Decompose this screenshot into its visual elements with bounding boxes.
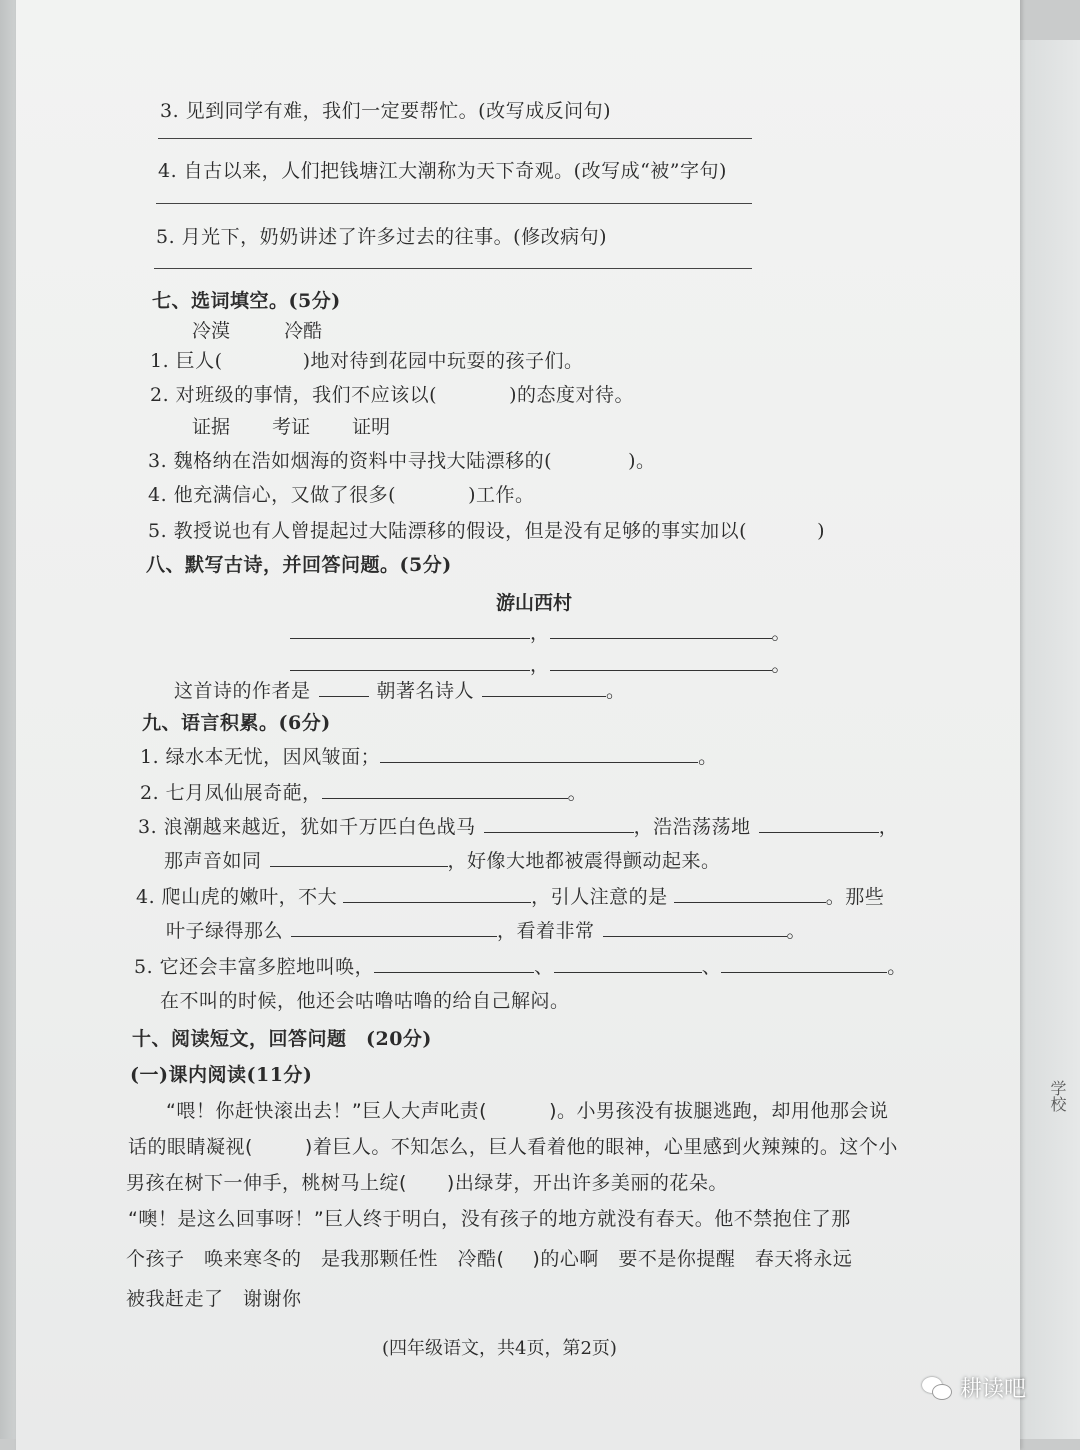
exam-page xyxy=(16,0,1020,1450)
word-choice: 冷酷 xyxy=(284,320,323,342)
fill-question-7-3: 3. 魏格纳在浩如烟海的资料中寻找大陆漂移的( )。 xyxy=(148,450,656,472)
poem-line-2: ， 。 xyxy=(290,650,791,677)
section-10-heading: 十、阅读短文，回答问题 (20分) xyxy=(132,1028,432,1050)
fill-question-7-4: 4. 他充满信心，又做了很多( )工作。 xyxy=(148,484,535,506)
side-label-school: 学校 xyxy=(1048,1080,1067,1112)
accumulate-question-4: 4. 爬山虎的嫩叶，不大 ，引人注意的是 。那些 xyxy=(136,886,885,908)
fill-blank[interactable] xyxy=(380,744,698,763)
section-7-heading: 七、选词填空。(5分) xyxy=(152,290,341,312)
fill-blank[interactable] xyxy=(603,918,787,937)
fill-blank[interactable] xyxy=(554,954,702,973)
wechat-icon xyxy=(922,1375,952,1401)
word-choice: 考证 xyxy=(272,416,311,438)
poet-blank[interactable] xyxy=(482,678,606,697)
page-footer: (四年级语文，共4页，第2页) xyxy=(382,1338,617,1359)
accumulate-question-2: 2. 七月凤仙展奇葩， 。 xyxy=(140,782,588,804)
poem-title: 游山西村 xyxy=(496,592,573,614)
rewrite-question-4: 4. 自古以来，人们把钱塘江大潮称为天下奇观。(改写成“被”字句) xyxy=(158,160,727,182)
wechat-watermark xyxy=(922,1372,1026,1403)
background-sheet-right xyxy=(1018,40,1080,1439)
fill-blank[interactable] xyxy=(322,780,568,799)
word-choice: 证明 xyxy=(352,416,391,438)
poem-blank[interactable] xyxy=(550,620,772,639)
fill-blank[interactable] xyxy=(343,884,531,903)
reading-paragraph-line-2: 话的眼睛凝视( )着巨人。不知怎么，巨人看着他的眼神，心里感到火辣辣的。这个小 xyxy=(128,1136,898,1158)
accumulate-question-5-cont: 在不叫的时候，他还会咕噜咕噜的给自己解闷。 xyxy=(160,990,570,1012)
poem-blank[interactable] xyxy=(290,652,530,671)
rewrite-question-5: 5. 月光下，奶奶讲述了许多过去的往事。(修改病句) xyxy=(156,226,607,248)
poem-blank[interactable] xyxy=(290,620,530,639)
poem-blank[interactable] xyxy=(550,652,772,671)
accumulate-question-5: 5. 它还会丰富多腔地叫唤， 、 、 。 xyxy=(134,956,907,978)
rewrite-question-3: 3. 见到同学有难，我们一定要帮忙。(改写成反问句) xyxy=(160,100,611,122)
poem-author-question: 这首诗的作者是 朝著名诗人 。 xyxy=(174,680,626,702)
poem-line-1: ， 。 xyxy=(290,618,791,645)
section-9-heading: 九、语言积累。(6分) xyxy=(142,712,331,734)
fill-blank[interactable] xyxy=(674,884,826,903)
dynasty-blank[interactable] xyxy=(319,678,369,697)
fill-blank[interactable] xyxy=(270,848,448,867)
fill-blank[interactable] xyxy=(374,954,534,973)
accumulate-question-4-cont: 叶子绿得那么 ，看着非常 。 xyxy=(166,920,807,942)
answer-line-5[interactable] xyxy=(154,268,752,269)
answer-line-3[interactable] xyxy=(158,138,752,139)
fill-blank[interactable] xyxy=(721,954,887,973)
fill-question-7-5: 5. 教授说也有人曾提起过大陆漂移的假设，但是没有足够的事实加以( ) xyxy=(148,520,826,542)
reading-paragraph-line-6: 被我赶走了 谢谢你 xyxy=(126,1288,302,1310)
watermark-label: 耕读吧 xyxy=(960,1377,1027,1402)
fill-blank[interactable] xyxy=(291,918,497,937)
word-choices-1 xyxy=(192,316,370,343)
section-10-subheading: (一)课内阅读(11分) xyxy=(130,1064,313,1086)
fill-blank[interactable] xyxy=(484,814,634,833)
reading-paragraph-line-1: “喂！你赶快滚出去！”巨人大声叱责( )。小男孩没有拔腿逃跑，却用他那会说 xyxy=(166,1100,889,1122)
answer-line-4[interactable] xyxy=(156,203,752,204)
reading-paragraph-line-5: 个孩子 唤来寒冬的 是我那颗任性 冷酷( )的心啊 要不是你提醒 春天将永远 xyxy=(126,1248,853,1270)
accumulate-question-1: 1. 绿水本无忧，因风皱面； 。 xyxy=(140,746,718,768)
reading-paragraph-line-4: “噢！是这么回事呀！”巨人终于明白，没有孩子的地方就没有春天。他不禁抱住了那 xyxy=(128,1208,851,1230)
fill-question-7-2: 2. 对班级的事情，我们不应该以( )的态度对待。 xyxy=(150,384,635,406)
word-choice: 冷漠 xyxy=(192,320,231,342)
fill-question-7-1: 1. 巨人( )地对待到花园中玩耍的孩子们。 xyxy=(150,350,584,372)
fill-blank[interactable] xyxy=(759,814,879,833)
word-choices-2 xyxy=(192,412,438,439)
accumulate-question-3-cont: 那声音如同 ，好像大地都被震得颤动起来。 xyxy=(164,850,721,872)
accumulate-question-3: 3. 浪潮越来越近，犹如千万匹白色战马 ，浩浩荡荡地 ， xyxy=(138,816,899,838)
reading-paragraph-line-3: 男孩在树下一伸手，桃树马上绽( )出绿芽，开出许多美丽的花朵。 xyxy=(126,1172,728,1194)
word-choice: 证据 xyxy=(192,416,231,438)
section-8-heading: 八、默写古诗，并回答问题。(5分) xyxy=(146,554,452,576)
